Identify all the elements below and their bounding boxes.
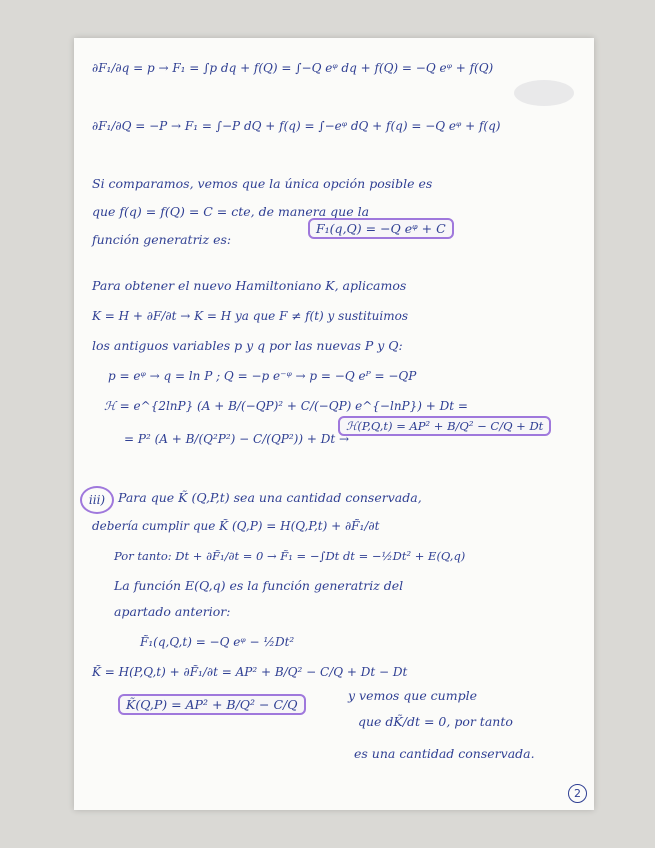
text-line-hamiltonian-simplified: = P² (A + B/(Q²P²) − C/(QP²)) + Dt → — [124, 432, 350, 446]
notebook-page — [74, 38, 594, 810]
page-number — [568, 784, 587, 803]
text-line-previous-section: apartado anterior: — [114, 604, 231, 619]
derivation-line-1: ∂F₁/∂q = p → F₁ = ∫p dq + f(Q) = ∫−Q eᵠ dq + f(Q) = −Q eᵠ + f(Q) — [92, 61, 494, 75]
text-line-derivative-zero: que dK̃/dt = 0, por tanto — [358, 714, 513, 729]
text-line-conserved: es una cantidad conservada. — [354, 746, 535, 761]
ink-smudge — [514, 80, 574, 106]
text-line-generator-intro: función generatriz es: — [92, 232, 232, 247]
boxed-k-tilde-result: K̃(Q,P) = AP² + B/Q² − C/Q — [118, 694, 306, 715]
text-line-conserved-condition: Para que K̃ (Q,P,t) sea una cantidad conservada, — [118, 490, 422, 505]
derivation-line-2: ∂F₁/∂Q = −P → F₁ = ∫−P dQ + f(q) = ∫−eᵠ dQ + f(q) = −Q eᵠ + f(q) — [92, 119, 501, 133]
page-number-label: 2 — [574, 787, 581, 800]
text-line-k-equals-h: K = H + ∂F/∂t → K = H ya que F ≠ f(t) y sustituimos — [92, 309, 408, 323]
text-line-should-satisfy: debería cumplir que K̃ (Q,P) = H(Q,P,t) + ∂F̃₁/∂t — [92, 519, 380, 533]
text-line-f1-tilde: F̃₁(q,Q,t) = −Q eᵠ − ½Dt² — [140, 635, 295, 649]
text-line-function-e: La función E(Q,q) es la función generatriz del — [114, 578, 404, 593]
text-line-compare: Si comparamos, vemos que la única opción posible es — [92, 176, 433, 191]
text-line-k-tilde: K̃ = H(P,Q,t) + ∂F̃₁/∂t = AP² + B/Q² − C/Q + Dt − Dt — [92, 665, 408, 679]
text-line-we-see: y vemos que cumple — [348, 688, 477, 703]
text-line-inverse-transform: p = eᵠ → q = ln P ; Q = −p e⁻ᵠ → p = −Q eᴾ = −QP — [108, 369, 417, 383]
text-line-hamiltonian-expansion: ℋ = e^{2lnP} (A + B/(−QP)² + C/(−QP) e^{−lnP}) + Dt = — [104, 399, 468, 413]
text-line-therefore: Por tanto: Dt + ∂F̃₁/∂t = 0 → F̃₁ = −∫Dt dt = −½Dt² + E(Q,q) — [114, 549, 466, 563]
text-line-hamiltonian-intro: Para obtener el nuevo Hamiltoniano K, aplicamos — [92, 278, 407, 293]
section-marker-label: iii) — [88, 493, 106, 507]
boxed-new-hamiltonian: ℋ(P,Q,t) = AP² + B/Q² − C/Q + Dt — [338, 416, 551, 436]
text-line-condition: que f(q) = f(Q) = C = cte, de manera que la — [92, 204, 370, 219]
text-line-substitute: los antiguos variables p y q por las nuevas P y Q: — [92, 338, 403, 353]
boxed-generating-function: F₁(q,Q) = −Q eᵠ + C — [308, 218, 454, 239]
section-marker-iii — [80, 486, 114, 514]
